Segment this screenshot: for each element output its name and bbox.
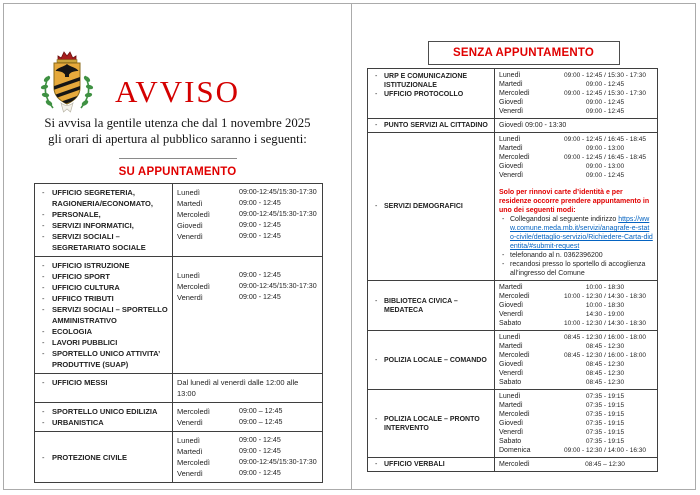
- office-name: - POLIZIA LOCALE – COMANDO: [372, 356, 490, 365]
- schedule-day: Lunedì: [499, 393, 521, 400]
- schedule-time: 14:30 - 19:00: [585, 311, 625, 318]
- schedule-row: [499, 401, 653, 410]
- table-row: [368, 69, 658, 119]
- page-left: [3, 3, 352, 490]
- horizontal-rule: [119, 158, 237, 159]
- schedule-time: 09:00 - 12:45 / 16:45 - 18:45: [563, 154, 647, 161]
- schedule-day: Martedì: [177, 447, 203, 456]
- office-name: - SERVIZI SOCIALI – SPORTELLO AMMINISTRATIVO: [39, 304, 168, 326]
- appointment-required-note: Solo per rinnovi carte d’identità e per residenze occorre prendere appuntamento in uno dei seguenti modi:: [499, 189, 650, 214]
- schedule-day: Giovedì: [499, 99, 524, 106]
- schedule-day: Mercoledì: [499, 154, 530, 161]
- schedule-day: Giovedì: [177, 221, 203, 230]
- schedule-row: [499, 351, 653, 360]
- schedule-time: 09:00 - 12:45: [585, 99, 625, 106]
- table-row: [35, 403, 323, 432]
- schedule-row: [499, 153, 653, 162]
- schedule-time: 09:00 - 12:45: [239, 199, 281, 207]
- schedule-day: Martedì: [499, 402, 523, 409]
- office-name: - SERVIZI INFORMATICI,: [39, 220, 168, 231]
- schedule-time: 07:35 - 19:15: [585, 438, 625, 445]
- schedule-cell: [495, 458, 658, 472]
- note-bullet-item: [499, 260, 653, 278]
- schedule-row: [499, 360, 653, 369]
- schedule-row: [177, 417, 318, 428]
- schedule-day: Venerdì: [499, 311, 524, 318]
- intro-line-1: Si avvisa la gentile utenza che dal 1 novembre 2025: [44, 116, 311, 130]
- schedule-row: [499, 283, 653, 292]
- schedule-time: 09:00 - 12:45: [239, 271, 281, 279]
- schedule-day: Mercoledì: [499, 461, 530, 468]
- office-name: - UFFICIO VERBALI: [372, 460, 490, 469]
- schedule-row: [499, 419, 653, 428]
- schedule-row: [499, 333, 653, 342]
- office-cell: [35, 403, 173, 432]
- schedule-time: 08:45 - 12:30: [585, 379, 625, 386]
- schedule-cell: [173, 184, 323, 257]
- office-name: - UFFIICO TRIBUTI: [39, 293, 168, 304]
- office-cell: [368, 390, 495, 458]
- table-row: [368, 331, 658, 390]
- table-row: [368, 390, 658, 458]
- schedule-day: Venerdì: [177, 418, 203, 427]
- schedule-row: [499, 319, 653, 328]
- schedule-time: 10:00 - 18:30: [585, 302, 625, 309]
- page-right: [351, 3, 696, 490]
- section-title-su-appuntamento: SU APPUNTAMENTO: [118, 166, 237, 178]
- note-bullet-text: Collegandosi al seguente indirizzo: [510, 216, 619, 223]
- office-name: - LAVORI PUBBLICI: [39, 337, 168, 348]
- schedule-text: Giovedì 09:00 - 13:30: [499, 122, 567, 129]
- office-name: - UFFICIO MESSI: [39, 377, 168, 388]
- schedule-cell: [495, 69, 658, 119]
- schedule-cell: [173, 403, 323, 432]
- office-name: - UFFICIO SEGRETERIA, RAGIONERIA/ECONOMATO,: [39, 187, 168, 209]
- office-name: - UFFICIO PROTOCOLLO: [372, 90, 490, 99]
- schedule-time: 08:45 - 12:30: [585, 343, 625, 350]
- schedule-time: 09:00 - 12:45: [585, 108, 625, 115]
- schedule-cell: [495, 390, 658, 458]
- schedule-day: Giovedì: [499, 361, 524, 368]
- schedule-day: Martedì: [177, 199, 203, 208]
- schedule-cell: [495, 119, 658, 133]
- schedule-day: Venerdì: [177, 232, 203, 241]
- schedule-row: [499, 378, 653, 387]
- schedule-day: Venerdì: [177, 469, 203, 478]
- schedule-day: Sabato: [499, 320, 522, 327]
- schedule-row: [177, 231, 318, 242]
- schedule-row: [499, 107, 653, 116]
- schedule-row: [177, 281, 318, 292]
- schedule-row: [499, 392, 653, 401]
- office-name: - PROTEZIONE CIVILE: [39, 452, 168, 463]
- schedule-row: [177, 457, 318, 468]
- schedule-time: 09:00 - 12:45: [239, 293, 281, 301]
- schedule-day: Sabato: [499, 438, 522, 445]
- schedule-row: [177, 198, 318, 209]
- schedule-day: Giovedì: [499, 163, 524, 170]
- note-bullet-text: telefonando al n. 0362396200: [510, 252, 603, 259]
- schedule-row: [499, 446, 653, 455]
- schedule-row: [177, 187, 318, 198]
- schedule-time: 10:00 - 12:30 / 14:30 - 18:30: [563, 320, 647, 327]
- schedule-day: Martedì: [499, 284, 523, 291]
- office-name: - UFFICIO ISTRUZIONE: [39, 260, 168, 271]
- schedule-row: [177, 292, 318, 303]
- schedule-time: 07:35 - 19:15: [585, 429, 625, 436]
- schedule-row: [177, 435, 318, 446]
- note-bullet-item: [499, 215, 653, 251]
- schedule-cell: [495, 331, 658, 390]
- schedule-text: Dal lunedì al venerdì dalle 12:00 alle 13:00: [177, 378, 299, 398]
- schedule-time: 08:45 – 12:30: [585, 461, 625, 468]
- office-name: - SPORTELLO UNICO ATTIVITA’ PRODUTTIVE (SUAP): [39, 348, 168, 370]
- schedule-day: Lunedì: [499, 72, 521, 79]
- schedule-day: Lunedì: [177, 188, 200, 197]
- office-name: - UFFICIO CULTURA: [39, 282, 168, 293]
- office-name: - ECOLOGIA: [39, 326, 168, 337]
- schedule-row: [499, 80, 653, 89]
- coat-of-arms-graphic: [36, 46, 98, 118]
- schedule-day: Martedì: [499, 145, 523, 152]
- schedule-time: 09:00 - 12:45: [239, 436, 281, 444]
- section-title-senza-appuntamento: [428, 41, 620, 65]
- schedule-time: 07:35 - 19:15: [585, 411, 625, 418]
- schedule-time: 09:00-12:45/15:30-17:30: [239, 210, 317, 218]
- schedule-day: Lunedì: [499, 334, 521, 341]
- schedule-time: 07:35 - 19:15: [585, 402, 625, 409]
- office-cell: [368, 119, 495, 133]
- schedule-day: Lunedì: [177, 271, 200, 280]
- schedule-day: Mercoledì: [177, 458, 210, 467]
- schedule-day: Venerdì: [499, 429, 524, 436]
- schedule-time: 09:00 - 13:00: [585, 145, 625, 152]
- schedule-row: [499, 98, 653, 107]
- schedule-row: [499, 460, 653, 469]
- office-name: - POLIZIA LOCALE – PRONTO INTERVENTO: [372, 415, 490, 433]
- schedule-day: Lunedì: [177, 436, 200, 445]
- intro-line-2: gli orari di apertura al pubblico saranno i seguenti:: [48, 132, 307, 146]
- schedule-row: [499, 144, 653, 153]
- schedule-time: 09:00 - 12:45: [239, 447, 281, 455]
- note-bullet-item: [499, 251, 653, 260]
- schedule-cell: [173, 432, 323, 483]
- schedule-row: [499, 410, 653, 419]
- office-cell: [35, 432, 173, 483]
- office-cell: [35, 184, 173, 257]
- schedule-row: [499, 342, 653, 351]
- office-cell: [368, 133, 495, 281]
- table-row: [35, 374, 323, 403]
- office-cell: [368, 331, 495, 390]
- schedule-time: 07:35 - 19:15: [585, 393, 625, 400]
- schedule-row: [499, 71, 653, 80]
- schedule-row: [177, 209, 318, 220]
- schedule-time: 09:00 - 12:45: [585, 172, 625, 179]
- schedule-time: 10:00 - 12:30 / 14:30 - 18:30: [563, 293, 647, 300]
- schedule-day: Martedì: [499, 81, 523, 88]
- schedule-cell: [173, 257, 323, 374]
- schedule-time: 08:45 - 12:30 / 16:00 - 18:00: [563, 334, 647, 341]
- schedule-row: [499, 292, 653, 301]
- office-name: - PUNTO SERVIZI AL CITTADINO: [372, 121, 490, 130]
- schedule-day: Venerdì: [499, 108, 524, 115]
- schedule-row: [177, 468, 318, 479]
- schedule-row: [177, 406, 318, 417]
- schedule-day: Mercoledì: [177, 282, 210, 291]
- table-row: [368, 133, 658, 281]
- schedule-day: Mercoledì: [499, 352, 530, 359]
- schedule-day: Martedì: [499, 343, 523, 350]
- schedule-day: Venerdì: [499, 172, 524, 179]
- schedule-time: 09:00-12:45/15:30-17:30: [239, 282, 317, 290]
- schedule-day: Giovedì: [499, 420, 524, 427]
- schedule-row: [499, 369, 653, 378]
- schedule-time: 09:00-12:45/15:30-17:30: [239, 188, 317, 196]
- page-title: AVVISO: [114, 74, 241, 109]
- schedule-cell: [495, 133, 658, 281]
- schedule-day: Venerdì: [177, 293, 203, 302]
- table-row: [35, 184, 323, 257]
- office-name: - BIBLIOTECA CIVICA – MEDATECA: [372, 297, 490, 315]
- carta-identita-link[interactable]: https://www.comune.meda.mb.it/servizi/anagrafe-e-stato-civile/dettaglio-servizio/Richiedere-Carta-didentita/#submit-request: [510, 216, 653, 250]
- schedule-row: [499, 89, 653, 98]
- schedule-day: Venerdì: [499, 370, 524, 377]
- table-row: [368, 281, 658, 331]
- schedule-time: 09:00 - 12:45: [239, 469, 281, 477]
- office-cell: [35, 257, 173, 374]
- su-appuntamento-table: [34, 183, 323, 483]
- table-row: [35, 432, 323, 483]
- schedule-time: 08:45 - 12:30: [585, 361, 625, 368]
- schedule-time: 09:00 - 12:45: [239, 232, 281, 240]
- schedule-time: 09:00 – 12:45: [239, 407, 283, 415]
- schedule-row: [177, 220, 318, 231]
- note-bullet-text: recandosi presso lo sportello di accoglienza all’ingresso del Comune: [510, 261, 646, 277]
- schedule-time: 08:45 - 12:30 / 16:00 - 18:00: [563, 352, 647, 359]
- office-cell: [368, 281, 495, 331]
- schedule-time: 07:35 - 19:15: [585, 420, 625, 427]
- schedule-cell: [495, 281, 658, 331]
- office-name: - URP E COMUNICAZIONE ISTITUZIONALE: [372, 72, 490, 90]
- schedule-time: 09:00 - 12:30 / 14:00 - 16:30: [563, 447, 647, 454]
- schedule-time: 09:00 - 12:45 / 16:45 - 18:45: [563, 136, 647, 143]
- office-cell: [368, 69, 495, 119]
- schedule-day: Lunedì: [499, 136, 521, 143]
- table-row: [35, 257, 323, 374]
- schedule-time: 09:00 - 12:45 / 15:30 - 17:30: [563, 72, 647, 79]
- schedule-row: [499, 301, 653, 310]
- schedule-row: [499, 135, 653, 144]
- schedule-time: 10:00 - 18:30: [585, 284, 625, 291]
- schedule-day: Sabato: [499, 379, 522, 386]
- office-cell: [368, 458, 495, 472]
- schedule-day: Mercoledì: [177, 407, 210, 416]
- schedule-day: Giovedì: [499, 302, 524, 309]
- office-name: - SERVIZI SOCIALI – SEGRETARIATO SOCIALE: [39, 231, 168, 253]
- senza-appuntamento-table: [367, 68, 658, 472]
- schedule-row: [499, 310, 653, 319]
- schedule-row: [499, 428, 653, 437]
- office-cell: [35, 374, 173, 403]
- schedule-row: [499, 171, 653, 180]
- schedule-day: Mercoledì: [177, 210, 210, 219]
- schedule-time: 09:00 - 12:45 / 15:30 - 17:30: [563, 90, 647, 97]
- schedule-time: 09:00 - 13:00: [585, 163, 625, 170]
- office-name: - SERVIZI DEMOGRAFICI: [372, 202, 490, 211]
- schedule-day: Mercoledì: [499, 90, 530, 97]
- senza-appuntamento-label: SENZA APPUNTAMENTO: [453, 47, 594, 59]
- table-row: [368, 119, 658, 133]
- office-name: - SPORTELLO UNICO EDILIZIA: [39, 406, 168, 417]
- schedule-day: Mercoledì: [499, 411, 530, 418]
- table-row: [368, 458, 658, 472]
- schedule-row: [177, 270, 318, 281]
- schedule-day: Mercoledì: [499, 293, 530, 300]
- schedule-time: 09:00 - 12:45: [239, 221, 281, 229]
- office-name: - URBANISTICA: [39, 417, 168, 428]
- schedule-day: Domenica: [499, 447, 531, 454]
- municipal-coat-of-arms: [36, 46, 98, 123]
- schedule-time: 09:00 – 12:45: [239, 418, 283, 426]
- schedule-time: 09:00-12:45/15:30-17:30: [239, 458, 317, 466]
- schedule-time: 08:45 - 12:30: [585, 370, 625, 377]
- office-name: - PERSONALE,: [39, 209, 168, 220]
- schedule-row: [177, 446, 318, 457]
- office-name: - UFFICIO SPORT: [39, 271, 168, 282]
- schedule-row: [499, 162, 653, 171]
- schedule-time: 09:00 - 12:45: [585, 81, 625, 88]
- schedule-cell: [173, 374, 323, 403]
- schedule-row: [499, 437, 653, 446]
